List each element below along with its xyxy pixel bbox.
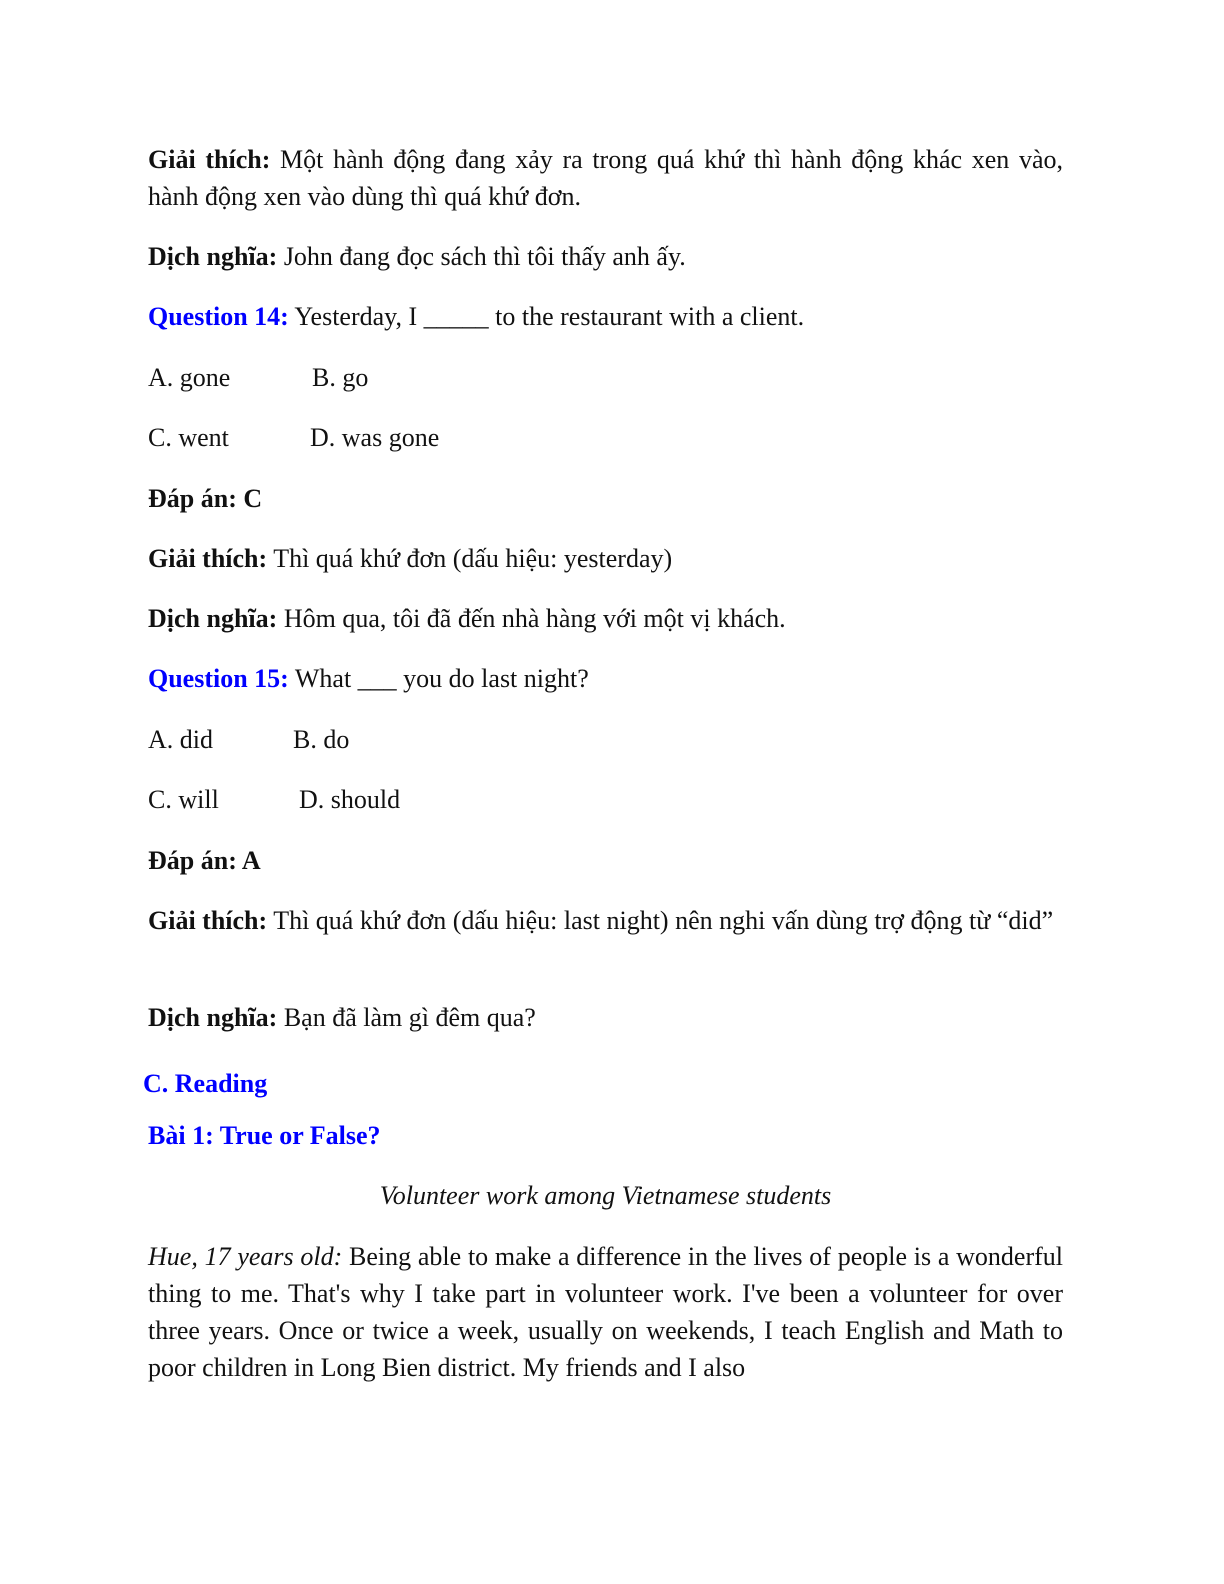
question-14-text: Yesterday, I _____ to the restaurant with a client.: [288, 302, 805, 331]
q14-option-b: B. go: [312, 363, 369, 392]
q14-option-c: C. went: [148, 423, 229, 452]
q14-option-a: A. gone: [148, 363, 231, 392]
question-14-label: Question 14:: [148, 302, 289, 331]
q15-answer: Đáp án: A: [148, 846, 261, 875]
q14-translation: [148, 600, 1063, 637]
q15-option-c: C. will: [148, 785, 219, 814]
exercise-title: Bài 1: True or False?: [148, 1121, 381, 1150]
q13-explanation: [148, 141, 1063, 215]
question-14: [148, 298, 1063, 335]
passage-speaker: Hue, 17 years old:: [148, 1242, 343, 1271]
q14-answer: Đáp án: C: [148, 484, 263, 513]
q13-translation-label: Dịch nghĩa:: [148, 242, 278, 271]
reading-passage: [148, 1238, 1063, 1386]
section-title-reading: C. Reading: [143, 1069, 268, 1098]
passage-text: Being able to make a difference in the lives of people is a wonderful thing to me. That's why I take part in volunteer work. I've been a volunteer for over three years. Once or twice a week, usually on weekends, I teach English and Math to poor children in Long Bien district. My friends and I also: [148, 1242, 1063, 1382]
q14-translation-label: Dịch nghĩa:: [148, 604, 278, 633]
q13-explanation-text: Một hành động đang xảy ra trong quá khứ thì hành động khác xen vào, hành động xen vào dùng thì quá khứ đơn.: [148, 145, 1063, 211]
q15-option-a: A. did: [148, 725, 213, 754]
q15-translation-text: Bạn đã làm gì đêm qua?: [277, 1003, 536, 1032]
q14-explanation: [148, 540, 1063, 577]
q15-explanation-text: Thì quá khứ đơn (dấu hiệu: last night) nên nghi vấn dùng trợ động từ “did”: [267, 906, 1054, 935]
question-15: [148, 660, 1063, 697]
q15-translation: [148, 999, 1063, 1036]
question-15-label: Question 15:: [148, 664, 289, 693]
q13-explanation-label: Giải thích:: [148, 145, 271, 174]
q14-explanation-label: Giải thích:: [148, 544, 268, 573]
passage-title: Volunteer work among Vietnamese students: [379, 1181, 832, 1210]
q13-translation: [148, 238, 1063, 275]
q13-translation-text: John đang đọc sách thì tôi thấy anh ấy.: [277, 242, 686, 271]
q15-explanation: [148, 902, 1063, 939]
question-15-text: What ___ you do last night?: [288, 664, 589, 693]
q15-explanation-label: Giải thích:: [148, 906, 268, 935]
q15-option-b: B. do: [293, 725, 350, 754]
q15-translation-label: Dịch nghĩa:: [148, 1003, 278, 1032]
q14-explanation-text: Thì quá khứ đơn (dấu hiệu: yesterday): [267, 544, 673, 573]
q14-translation-text: Hôm qua, tôi đã đến nhà hàng với một vị khách.: [277, 604, 786, 633]
q15-option-d: D. should: [299, 785, 401, 814]
q14-option-d: D. was gone: [310, 423, 440, 452]
